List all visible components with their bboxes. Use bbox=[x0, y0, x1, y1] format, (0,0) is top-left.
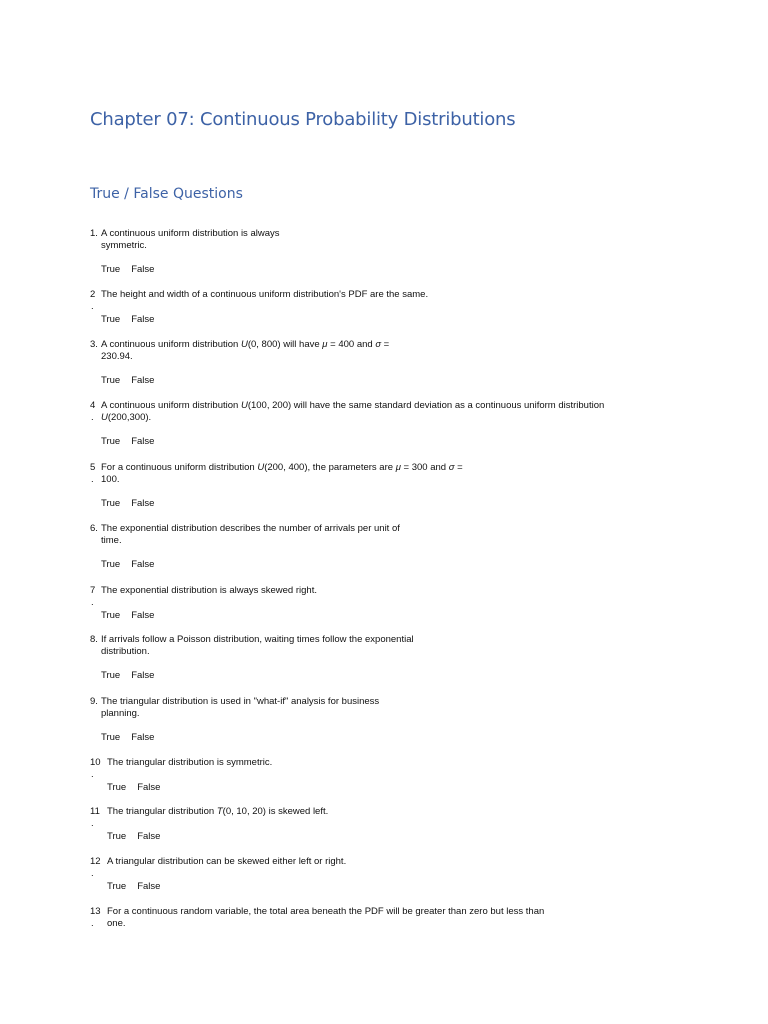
section-title: True / False Questions bbox=[90, 186, 243, 202]
question-number-dot: . bbox=[91, 768, 94, 780]
question-number: 13 bbox=[90, 906, 101, 917]
question-text: For a continuous uniform distribution U(200, 400), the parameters are μ = 300 and σ = 100. bbox=[101, 462, 463, 485]
question-number: 2 bbox=[90, 289, 96, 300]
true-option[interactable]: True bbox=[107, 781, 127, 793]
question-number-dot: . bbox=[91, 474, 94, 485]
true-option[interactable]: True bbox=[101, 375, 121, 386]
question-1 bbox=[90, 228, 279, 276]
false-option[interactable]: False bbox=[131, 498, 155, 509]
question-text: The triangular distribution is used in "what-if" analysis for business planning. bbox=[101, 696, 380, 719]
true-option[interactable]: True bbox=[101, 559, 121, 570]
question-text: If arrivals follow a Poisson distribution, waiting times follow the exponential distribution. bbox=[101, 634, 414, 657]
question-9 bbox=[90, 696, 379, 744]
question-4 bbox=[90, 400, 604, 448]
question-8 bbox=[90, 634, 414, 682]
question-6 bbox=[90, 523, 400, 571]
question-text: The triangular distribution is symmetric. bbox=[107, 757, 273, 768]
false-option[interactable]: False bbox=[131, 264, 155, 275]
question-text: For a continuous random variable, the total area beneath the PDF will be greater than zero but less than one. bbox=[107, 906, 545, 929]
question-text: The height and width of a continuous uniform distribution's PDF are the same. bbox=[101, 289, 429, 300]
true-option[interactable]: True bbox=[101, 670, 121, 681]
question-number-dot: . bbox=[91, 918, 94, 929]
true-option[interactable]: True bbox=[101, 609, 121, 621]
question-5 bbox=[90, 462, 463, 510]
question-number: 1. bbox=[90, 228, 98, 239]
question-number: 4 bbox=[90, 400, 96, 411]
question-number: 12 bbox=[90, 856, 101, 867]
question-number: 9. bbox=[90, 696, 98, 707]
true-option[interactable]: True bbox=[107, 880, 127, 892]
true-option[interactable]: True bbox=[101, 264, 121, 275]
question-number-dot: . bbox=[91, 300, 94, 312]
question-3 bbox=[90, 339, 389, 387]
question-number-dot: . bbox=[91, 412, 94, 423]
question-number: 10 bbox=[90, 757, 101, 768]
question-number: 5 bbox=[90, 462, 96, 473]
question-text: A continuous uniform distribution is always symmetric. bbox=[101, 228, 280, 251]
question-number: 8. bbox=[90, 634, 98, 645]
question-text: The exponential distribution describes the number of arrivals per unit of time. bbox=[101, 523, 400, 546]
false-option[interactable]: False bbox=[137, 880, 161, 892]
false-option[interactable]: False bbox=[131, 732, 155, 743]
question-number: 3. bbox=[90, 339, 98, 350]
false-option[interactable]: False bbox=[131, 313, 155, 325]
false-option[interactable]: False bbox=[131, 559, 155, 570]
true-option[interactable]: True bbox=[101, 732, 121, 743]
true-option[interactable]: True bbox=[101, 313, 121, 325]
true-option[interactable]: True bbox=[101, 498, 121, 509]
false-option[interactable]: False bbox=[131, 375, 155, 386]
question-text: A continuous uniform distribution U(100, 200) will have the same standard deviation as a continuous uniform distribution U(200,300). bbox=[101, 400, 605, 423]
question-10 bbox=[90, 757, 272, 793]
question-number-dot: . bbox=[91, 867, 94, 879]
question-12 bbox=[90, 856, 346, 892]
question-number: 11 bbox=[90, 806, 100, 817]
question-number-dot: . bbox=[91, 596, 94, 608]
question-text: The triangular distribution T(0, 10, 20) is skewed left. bbox=[107, 806, 329, 817]
question-7 bbox=[90, 585, 317, 621]
question-text: A continuous uniform distribution U(0, 800) will have μ = 400 and σ = 230.94. bbox=[101, 339, 390, 362]
question-text: The exponential distribution is always skewed right. bbox=[101, 585, 317, 596]
question-13 bbox=[90, 906, 544, 929]
true-option[interactable]: True bbox=[101, 436, 121, 447]
question-number: 6. bbox=[90, 523, 98, 534]
question-number-dot: . bbox=[91, 817, 94, 829]
false-option[interactable]: False bbox=[131, 670, 155, 681]
page-title: Chapter 07: Continuous Probability Distributions bbox=[90, 109, 516, 130]
question-11 bbox=[90, 806, 328, 842]
question-2 bbox=[90, 289, 428, 325]
question-number: 7 bbox=[90, 585, 96, 596]
question-text: A triangular distribution can be skewed either left or right. bbox=[107, 856, 347, 867]
false-option[interactable]: False bbox=[137, 781, 161, 793]
true-option[interactable]: True bbox=[107, 830, 127, 842]
false-option[interactable]: False bbox=[131, 609, 155, 621]
false-option[interactable]: False bbox=[131, 436, 155, 447]
false-option[interactable]: False bbox=[137, 830, 161, 842]
